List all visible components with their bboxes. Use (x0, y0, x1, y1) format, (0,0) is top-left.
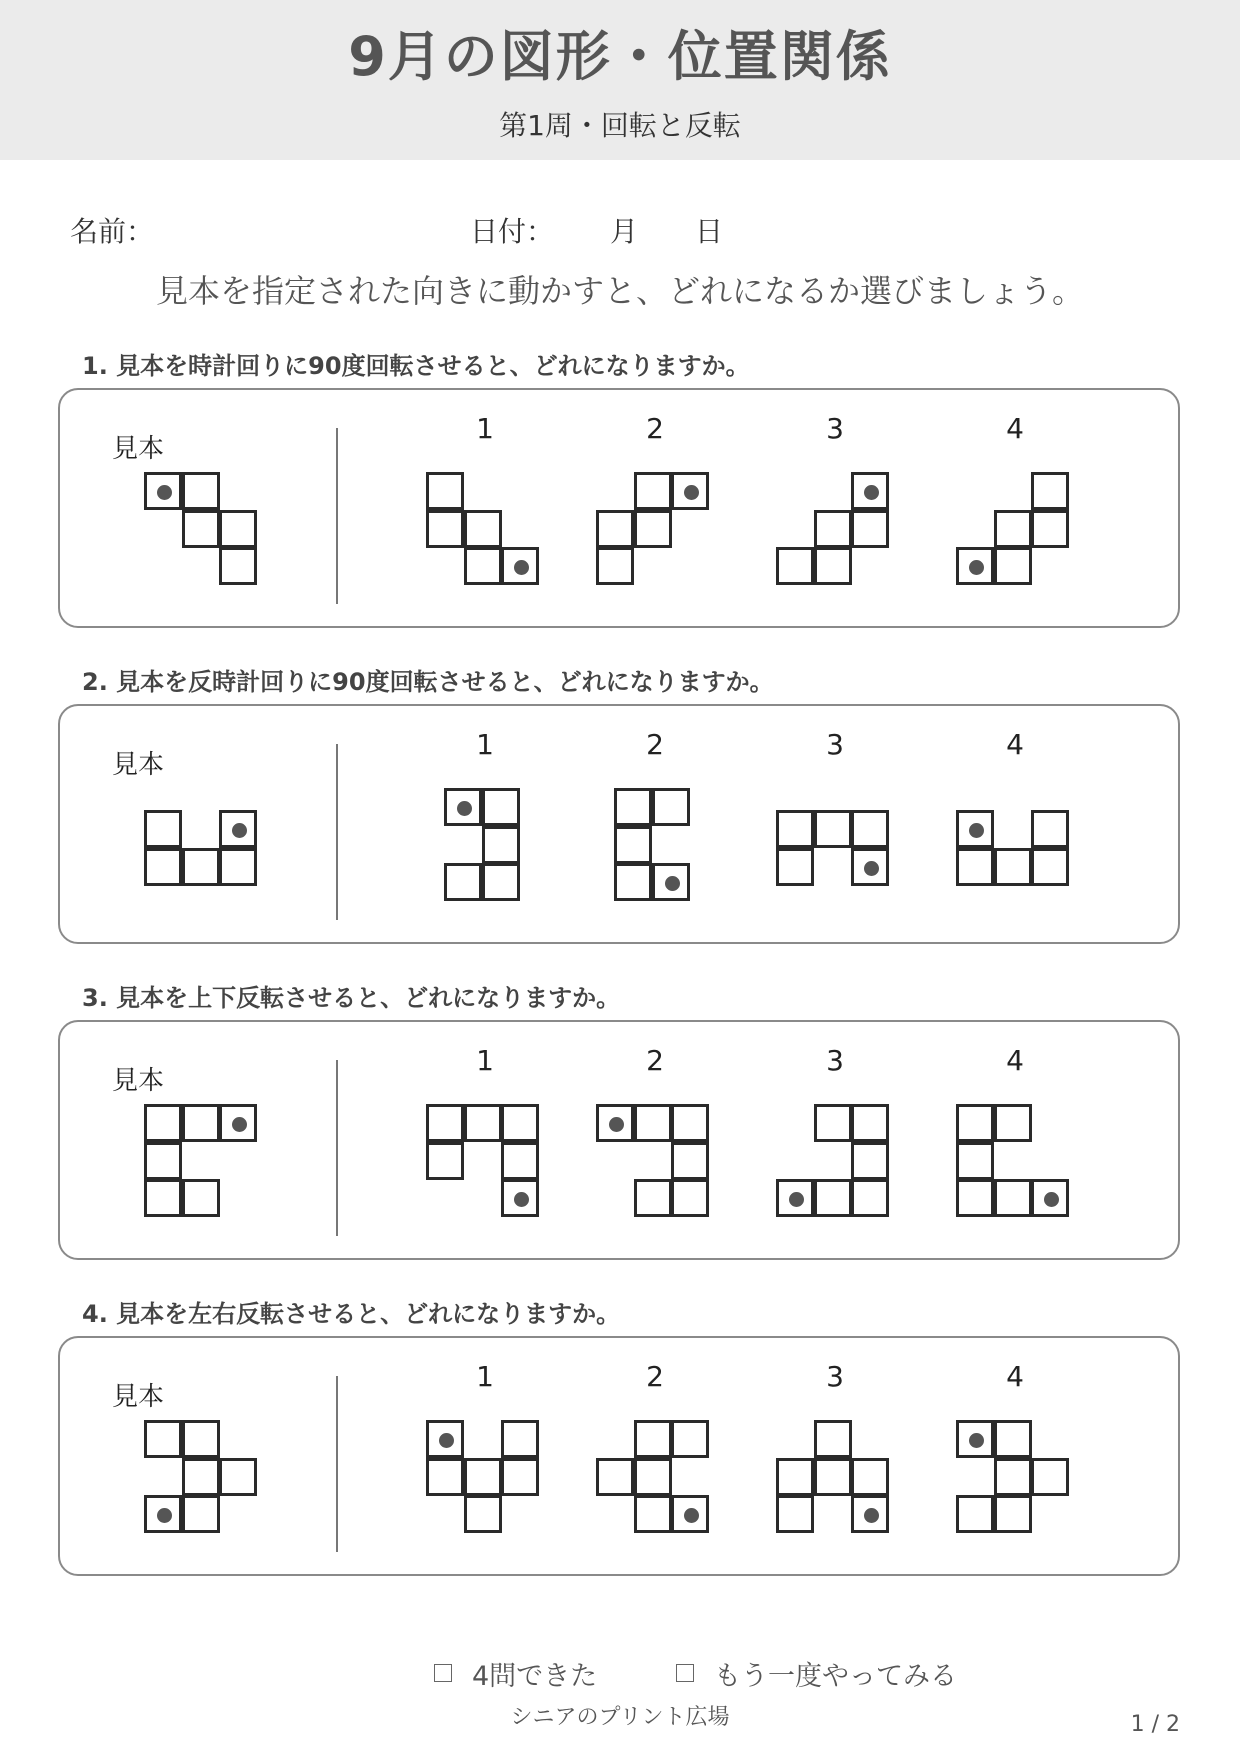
name-label: 名前： (70, 215, 155, 248)
grid-cell (182, 510, 220, 548)
grid-cell (671, 1495, 709, 1533)
grid-cell (671, 1420, 709, 1458)
grid-cell (671, 1142, 709, 1180)
page-title: 9月の図形・位置関係 (348, 25, 892, 88)
grid-cell (426, 1104, 464, 1142)
dot-marker (864, 861, 879, 876)
option-number[interactable]: 4 (1006, 1044, 1024, 1077)
grid-cell (814, 1179, 852, 1217)
grid-cell (776, 1458, 814, 1496)
dot-marker (969, 560, 984, 575)
grid-cell (994, 1495, 1032, 1533)
grid-cell (501, 1142, 539, 1180)
grid-cell (851, 1458, 889, 1496)
sample-label: 見本 (112, 434, 165, 464)
divider-line (336, 1060, 338, 1236)
dot-marker (684, 1508, 699, 1523)
question-label: 2. 見本を反時計回りに90度回転させると、どれになりますか。 (82, 668, 774, 696)
dot-marker (864, 485, 879, 500)
checkbox-done[interactable] (434, 1664, 452, 1682)
grid-cell (851, 810, 889, 848)
grid-cell (219, 848, 257, 886)
question-panel (58, 704, 1180, 944)
option-number[interactable]: 1 (476, 1360, 494, 1393)
grid-cell (144, 1104, 182, 1142)
dot-marker (969, 823, 984, 838)
option-number[interactable]: 4 (1006, 412, 1024, 445)
grid-cell (219, 547, 257, 585)
option-number[interactable]: 3 (826, 1360, 844, 1393)
sample-label: 見本 (112, 1066, 165, 1096)
grid-cell (501, 1420, 539, 1458)
grid-cell (814, 810, 852, 848)
grid-cell (182, 1495, 220, 1533)
grid-cell (596, 547, 634, 585)
grid-cell (482, 826, 520, 864)
grid-cell (776, 810, 814, 848)
grid-cell (596, 1104, 634, 1142)
grid-cell (464, 1458, 502, 1496)
grid-cell (501, 1179, 539, 1217)
grid-cell (444, 788, 482, 826)
grid-cell (994, 1420, 1032, 1458)
grid-cell (956, 1179, 994, 1217)
grid-cell (182, 1104, 220, 1142)
grid-cell (219, 1458, 257, 1496)
grid-cell (671, 1179, 709, 1217)
grid-cell (144, 1420, 182, 1458)
grid-cell (182, 1420, 220, 1458)
dot-marker (157, 485, 172, 500)
grid-cell (652, 863, 690, 901)
grid-cell (426, 1420, 464, 1458)
option-number[interactable]: 4 (1006, 1360, 1024, 1393)
grid-cell (851, 472, 889, 510)
grid-cell (851, 1142, 889, 1180)
grid-cell (634, 1458, 672, 1496)
question-panel (58, 388, 1180, 628)
grid-cell (426, 472, 464, 510)
grid-cell (671, 1104, 709, 1142)
grid-cell (182, 472, 220, 510)
grid-cell (144, 1495, 182, 1533)
question-label: 4. 見本を左右反転させると、どれになりますか。 (82, 1300, 621, 1328)
grid-cell (501, 1458, 539, 1496)
grid-cell (1031, 810, 1069, 848)
grid-cell (634, 1420, 672, 1458)
grid-cell (776, 1495, 814, 1533)
instruction-text: 見本を指定された向きに動かすと、どれになるか選びましょう。 (155, 272, 1084, 310)
grid-cell (851, 1104, 889, 1142)
divider-line (336, 428, 338, 604)
grid-cell (776, 1179, 814, 1217)
grid-cell (444, 863, 482, 901)
dot-marker (789, 1192, 804, 1207)
dot-marker (665, 876, 680, 891)
grid-cell (1031, 510, 1069, 548)
option-number[interactable]: 2 (646, 1360, 664, 1393)
grid-cell (851, 1179, 889, 1217)
grid-cell (144, 810, 182, 848)
grid-cell (144, 848, 182, 886)
grid-cell (956, 848, 994, 886)
grid-cell (596, 1458, 634, 1496)
grid-cell (814, 1104, 852, 1142)
grid-cell (994, 547, 1032, 585)
divider-line (336, 1376, 338, 1552)
grid-cell (501, 1104, 539, 1142)
grid-cell (634, 472, 672, 510)
grid-cell (956, 810, 994, 848)
grid-cell (482, 863, 520, 901)
grid-cell (994, 1458, 1032, 1496)
option-number[interactable]: 1 (476, 1044, 494, 1077)
dot-marker (864, 1508, 879, 1523)
footer-brand: シニアのプリント広場 (510, 1705, 730, 1730)
grid-cell (994, 848, 1032, 886)
grid-cell (182, 848, 220, 886)
page-number: 1 / 2 (1130, 1712, 1180, 1737)
grid-cell (482, 788, 520, 826)
grid-cell (144, 472, 182, 510)
grid-cell (776, 547, 814, 585)
grid-cell (956, 1495, 994, 1533)
option-number[interactable]: 2 (646, 412, 664, 445)
sample-label: 見本 (112, 750, 165, 780)
option-number[interactable]: 1 (476, 728, 494, 761)
grid-cell (851, 848, 889, 886)
option-number[interactable]: 2 (646, 728, 664, 761)
grid-cell (1031, 848, 1069, 886)
grid-cell (814, 547, 852, 585)
dot-marker (457, 801, 472, 816)
grid-cell (614, 826, 652, 864)
question-panel (58, 1020, 1180, 1260)
option-number[interactable]: 3 (826, 728, 844, 761)
grid-cell (814, 1420, 852, 1458)
grid-cell (634, 1179, 672, 1217)
grid-cell (994, 1104, 1032, 1142)
grid-cell (464, 1495, 502, 1533)
grid-cell (426, 1142, 464, 1180)
grid-cell (1031, 1458, 1069, 1496)
date-label: 日付： (470, 215, 555, 248)
grid-cell (219, 1104, 257, 1142)
grid-cell (634, 1104, 672, 1142)
grid-cell (652, 788, 690, 826)
dot-marker (232, 1117, 247, 1132)
question-label: 3. 見本を上下反転させると、どれになりますか。 (82, 984, 621, 1012)
grid-cell (182, 1458, 220, 1496)
header-band (0, 0, 1240, 160)
option-number[interactable]: 3 (826, 1044, 844, 1077)
grid-cell (956, 1420, 994, 1458)
dot-marker (514, 1192, 529, 1207)
option-number[interactable]: 1 (476, 412, 494, 445)
dot-marker (514, 560, 529, 575)
grid-cell (851, 510, 889, 548)
dot-marker (969, 1433, 984, 1448)
grid-cell (956, 547, 994, 585)
month-label: 月 (610, 215, 639, 248)
divider-line (336, 744, 338, 920)
grid-cell (1031, 472, 1069, 510)
option-number[interactable]: 3 (826, 412, 844, 445)
grid-cell (671, 472, 709, 510)
grid-cell (501, 547, 539, 585)
page-subtitle: 第1周・回転と反転 (499, 109, 741, 142)
grid-cell (426, 510, 464, 548)
check-label-done: 4問できた (472, 1661, 598, 1692)
day-label: 日 (695, 215, 724, 248)
dot-marker (232, 823, 247, 838)
grid-cell (994, 510, 1032, 548)
grid-cell (634, 510, 672, 548)
grid-cell (464, 1104, 502, 1142)
grid-cell (144, 1179, 182, 1217)
option-number[interactable]: 4 (1006, 728, 1024, 761)
dot-marker (157, 1508, 172, 1523)
question-panel (58, 1336, 1180, 1576)
grid-cell (814, 1458, 852, 1496)
grid-cell (634, 1495, 672, 1533)
dot-marker (684, 485, 699, 500)
grid-cell (851, 1495, 889, 1533)
dot-marker (609, 1117, 624, 1132)
grid-cell (596, 510, 634, 548)
grid-cell (814, 510, 852, 548)
grid-cell (426, 1458, 464, 1496)
grid-cell (464, 510, 502, 548)
grid-cell (956, 1104, 994, 1142)
grid-cell (994, 1179, 1032, 1217)
check-label-retry: もう一度やってみる (714, 1661, 957, 1692)
grid-cell (1031, 1179, 1069, 1217)
grid-cell (614, 788, 652, 826)
grid-cell (776, 848, 814, 886)
sample-label: 見本 (112, 1382, 165, 1412)
option-number[interactable]: 2 (646, 1044, 664, 1077)
checkbox-retry[interactable] (676, 1664, 694, 1682)
grid-cell (182, 1179, 220, 1217)
grid-cell (219, 810, 257, 848)
dot-marker (1044, 1192, 1059, 1207)
grid-cell (614, 863, 652, 901)
grid-cell (464, 547, 502, 585)
grid-cell (144, 1142, 182, 1180)
grid-cell (956, 1142, 994, 1180)
question-label: 1. 見本を時計回りに90度回転させると、どれになりますか。 (82, 352, 750, 380)
grid-cell (219, 510, 257, 548)
dot-marker (439, 1433, 454, 1448)
